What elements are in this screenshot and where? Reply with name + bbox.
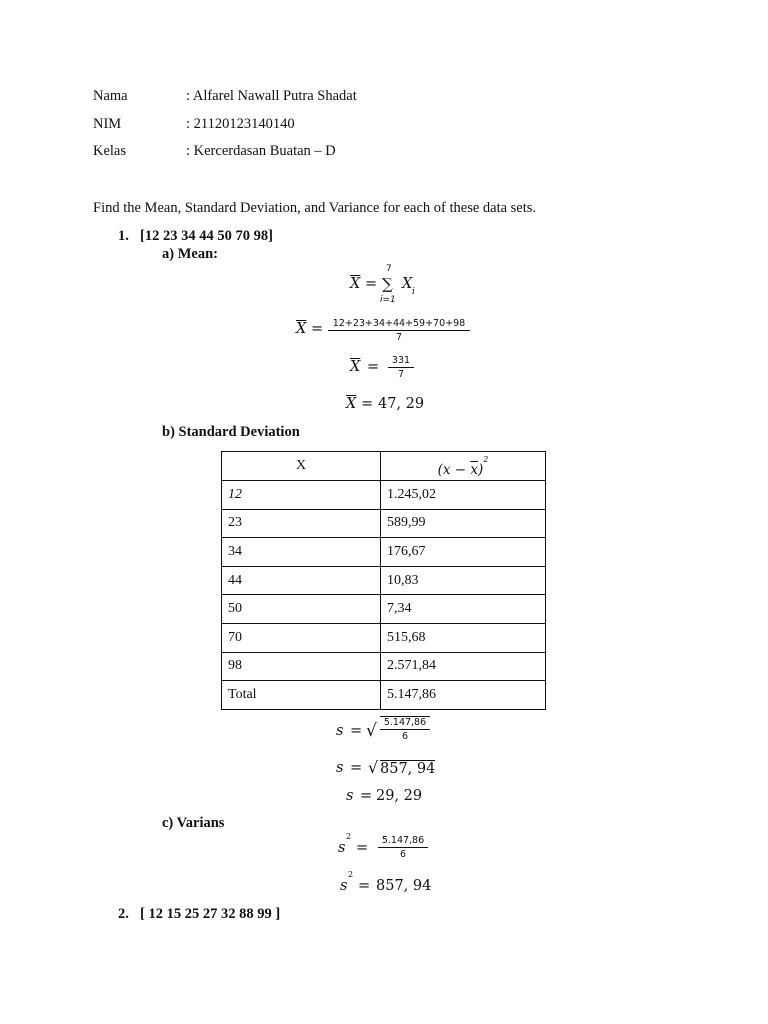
- xi-symbol: X: [402, 276, 413, 292]
- deviation-table: [221, 451, 546, 710]
- table-row: [222, 652, 546, 681]
- s-symbol: s: [336, 723, 344, 739]
- xbar-symbol: $\overline{X}$: [346, 396, 357, 412]
- xbar-symbol: $\overline{X}$: [296, 321, 307, 337]
- problem-1-number: 1.: [118, 228, 129, 244]
- std-result-value: 29, 29: [376, 788, 423, 804]
- cell-squared-deviation: 589,99: [381, 509, 546, 538]
- cell-x: 34: [222, 538, 381, 567]
- equals-sign: =: [358, 878, 371, 894]
- sqrt-icon: √: [368, 758, 379, 777]
- table-row: [222, 623, 546, 652]
- equals-sign: =: [356, 840, 369, 856]
- cell-x: 70: [222, 623, 381, 652]
- nama-value: : Alfarel Nawall Putra Shadat: [186, 88, 357, 104]
- task-instruction: Find the Mean, Standard Deviation, and Variance for each of these data sets.: [93, 200, 537, 216]
- mean-heading: a) Mean:: [162, 246, 218, 262]
- cell-squared-deviation: 2.571,84: [381, 652, 546, 681]
- table-row: [222, 538, 546, 567]
- table-row: [222, 595, 546, 624]
- total-numerator: 331: [391, 355, 411, 366]
- nim-value: : 21120123140140: [186, 116, 295, 132]
- problem-2-number: 2.: [118, 906, 129, 922]
- kelas-value: : Kercerdasan Buatan – D: [186, 143, 336, 159]
- total-denominator: 7: [397, 369, 405, 380]
- xbar-symbol: $\overline{X}$: [350, 276, 361, 292]
- equals-sign: =: [360, 788, 373, 804]
- sum-denominator: 7: [395, 332, 403, 343]
- cell-x: 44: [222, 566, 381, 595]
- equals-sign: =: [365, 276, 378, 292]
- cell-x: 50: [222, 595, 381, 624]
- kelas-label: Kelas: [93, 143, 127, 159]
- problem-1-data: [12 23 34 44 50 70 98]: [140, 228, 273, 244]
- s-symbol: s: [338, 840, 346, 856]
- table-row: [222, 566, 546, 595]
- column-header-squared-deviation: [381, 452, 546, 481]
- sum-upper-limit: 7: [386, 264, 392, 274]
- variance-exponent: 2: [348, 870, 354, 879]
- table-total-row: [222, 681, 546, 710]
- s-symbol: s: [340, 878, 348, 894]
- s-symbol: s: [336, 760, 344, 776]
- sum-numerator: 12+23+34+44+59+70+98: [332, 318, 466, 329]
- cell-x: 23: [222, 509, 381, 538]
- total-fraction: [388, 355, 414, 380]
- variance-numerator: 5.147,86: [381, 835, 425, 846]
- cell-x: 98: [222, 652, 381, 681]
- cell-squared-deviation: 7,34: [381, 595, 546, 624]
- xbar-symbol: $\overline{X}$: [350, 359, 361, 375]
- s-symbol: s: [346, 788, 354, 804]
- cell-x: 12: [222, 481, 381, 510]
- sq-exponent: 2: [483, 455, 489, 465]
- equals-sign: =: [367, 359, 380, 375]
- cell-squared-deviation: 1.245,02: [381, 481, 546, 510]
- nim-label: NIM: [93, 116, 122, 132]
- table-row: [222, 509, 546, 538]
- table-row: [222, 481, 546, 510]
- equals-sign: =: [311, 321, 324, 337]
- variance-exponent: 2: [346, 832, 352, 841]
- equals-sign: =: [350, 760, 363, 776]
- mean-result-value: 47, 29: [378, 396, 425, 412]
- nama-label: Nama: [93, 88, 128, 104]
- variance-fraction: [378, 835, 428, 860]
- std-fraction: [380, 716, 430, 742]
- sq-right: ): [478, 461, 484, 478]
- cell-squared-deviation: 10,83: [381, 566, 546, 595]
- total-label: Total: [222, 681, 381, 710]
- cell-squared-deviation: 515,68: [381, 623, 546, 652]
- variance-result-value: 857, 94: [376, 878, 432, 894]
- sqrt-icon: √: [366, 721, 377, 741]
- xi-subscript: i: [412, 287, 415, 297]
- sum-fraction: [328, 318, 470, 343]
- variance-denominator: 6: [399, 849, 407, 860]
- column-header-x: X: [222, 452, 381, 481]
- sq-xbar: $\overline{x}$: [470, 461, 479, 478]
- std-numerator: 5.147,86: [383, 717, 427, 728]
- table-header-row: [222, 452, 546, 481]
- std-denominator: 6: [401, 731, 409, 742]
- equals-sign: =: [361, 396, 374, 412]
- total-value: 5.147,86: [381, 681, 546, 710]
- sigma-icon: ∑: [382, 275, 393, 293]
- std-heading: b) Standard Deviation: [162, 424, 300, 440]
- variance-heading: c) Varians: [162, 815, 225, 831]
- equals-sign: =: [350, 723, 363, 739]
- sq-left: (x −: [437, 461, 467, 478]
- std-sqrt-value: 857, 94: [380, 761, 436, 777]
- cell-squared-deviation: 176,67: [381, 538, 546, 567]
- sum-lower-limit: i=1: [380, 295, 396, 305]
- problem-2-data: [ 12 15 25 27 32 88 99 ]: [140, 906, 281, 922]
